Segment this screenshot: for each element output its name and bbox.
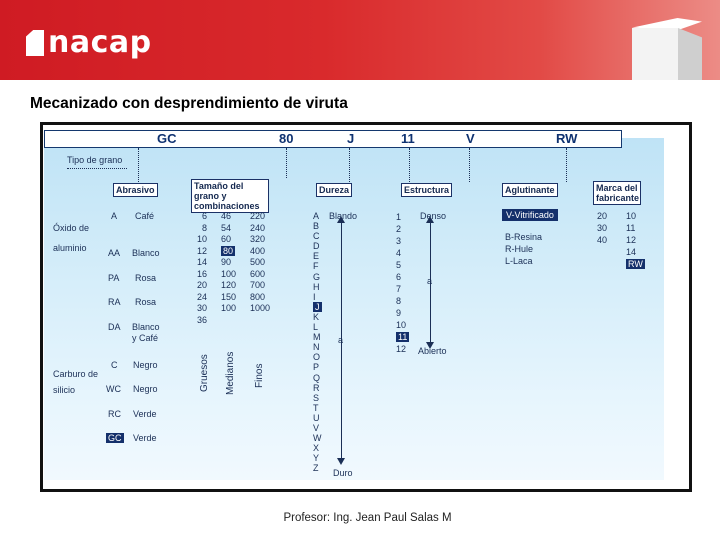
- header-banner: [0, 0, 720, 80]
- dureza-letter: R: [313, 382, 320, 393]
- estructura-number: 9: [396, 308, 402, 318]
- abrasivo-code: A: [111, 211, 118, 221]
- header-estructura: Estructura: [401, 183, 452, 197]
- label-gruesos: Gruesos: [199, 354, 210, 392]
- dureza-letter: X: [313, 443, 320, 454]
- dureza-letter: I: [313, 291, 316, 302]
- header-tamano: Tamaño del grano y combinaciones: [191, 179, 269, 213]
- grain-size-gruesos: 8: [201, 222, 207, 233]
- grain-size-finos: 320: [250, 234, 266, 244]
- dureza-letter: S: [313, 392, 320, 403]
- grain-size-gruesos: 12: [197, 245, 208, 256]
- abrasivo-code: WC: [106, 384, 121, 394]
- header-marca: Marca del fabricante: [593, 181, 641, 205]
- grain-size-gruesos: 20: [197, 280, 208, 290]
- marca-number: 20: [597, 211, 608, 221]
- dureza-letter: K: [313, 311, 320, 322]
- grain-size-finos: 220: [250, 211, 266, 221]
- grain-size-medianos: 54: [221, 222, 232, 233]
- cube-icon: [632, 18, 702, 80]
- estructura-number: 10: [396, 320, 407, 330]
- abrasivo-color: Negro: [133, 384, 158, 394]
- dureza-letter: E: [313, 251, 320, 262]
- dureza-mid-mark: a: [338, 335, 344, 345]
- estructura-number: 7: [396, 284, 402, 294]
- abrasivo-color: Rosa: [135, 273, 157, 283]
- abrasivo-code-selected: GC: [108, 433, 122, 443]
- grain-size-medianos: 150: [221, 291, 237, 302]
- grain-size-medianos: 100: [221, 268, 237, 279]
- estructura-mid-mark: a: [427, 276, 433, 286]
- estructura-number: 12: [396, 344, 407, 354]
- grain-size-medianos: 46: [221, 211, 232, 221]
- abrasivo-color: Blanco y Café: [132, 322, 160, 343]
- header-abrasivo: Abrasivo: [113, 183, 158, 197]
- estructura-number: 11: [398, 332, 408, 342]
- grain-gruesos-column: [197, 211, 207, 326]
- dureza-letter: H: [313, 281, 320, 292]
- grain-size-gruesos: 10: [197, 234, 208, 244]
- code-part-abrasivo: GC: [157, 131, 177, 146]
- grain-size-finos: 1000: [250, 303, 271, 313]
- footer-professor: Profesor: Ing. Jean Paul Salas M: [283, 512, 452, 524]
- estructura-number: 5: [396, 260, 402, 270]
- dureza-letter: B: [313, 221, 320, 232]
- marca-column-2: [626, 210, 645, 270]
- grain-size-finos: 600: [250, 268, 266, 279]
- grain-size-finos: 240: [250, 222, 266, 233]
- dureza-soft-label: Blando: [329, 211, 358, 221]
- abrasivo-code: DA: [108, 322, 121, 332]
- dureza-letter: M: [313, 332, 321, 343]
- aglutinante-selected: V-Vitrificado: [502, 209, 558, 221]
- dureza-letter: D: [313, 241, 320, 252]
- grain-size-finos: 400: [250, 245, 266, 256]
- marca-number: 11: [626, 223, 636, 233]
- inacap-logo: [26, 25, 152, 60]
- grain-medianos-column: [221, 211, 236, 315]
- estructura-dense-label: Denso: [420, 211, 447, 221]
- dureza-letters-column: [313, 211, 322, 473]
- aglutinante-option: R-Hule: [505, 244, 534, 254]
- abrasivo-color: Negro: [133, 360, 158, 370]
- tipo-de-grano-label: Tipo de grano: [67, 155, 123, 165]
- code-part-aglutinante: V: [466, 131, 475, 146]
- abrasivo-code: PA: [108, 273, 120, 283]
- grain-size-gruesos: 16: [197, 268, 208, 279]
- marca-number: 10: [626, 211, 637, 221]
- dureza-letter: F: [313, 261, 319, 272]
- grain-size-medianos: 120: [221, 280, 237, 290]
- estructura-numbers-column: [396, 211, 409, 355]
- marca-number: 40: [597, 235, 608, 245]
- abrasivo-color: Blanco: [132, 248, 160, 258]
- dureza-letter: P: [313, 362, 320, 373]
- designation-code-bar: [44, 130, 622, 148]
- grain-size-medianos: 90: [221, 257, 232, 267]
- grain-size-finos: 500: [250, 257, 266, 267]
- dureza-letter: V: [313, 422, 320, 433]
- dureza-letter: O: [313, 352, 321, 363]
- abrasivo-code: C: [111, 360, 118, 370]
- abrasivo-code: AA: [108, 248, 121, 258]
- dureza-letter: Y: [313, 453, 320, 464]
- estructura-number: 2: [396, 224, 402, 234]
- grain-size-gruesos: 6: [201, 211, 207, 221]
- grain-size-medianos: 60: [221, 234, 232, 244]
- code-part-grano: 80: [279, 131, 294, 146]
- code-part-marca: RW: [556, 131, 578, 146]
- code-part-dureza: J: [347, 131, 355, 146]
- grain-size-finos: 700: [250, 280, 266, 290]
- dureza-letter: Z: [313, 463, 319, 474]
- grain-size-finos: 800: [250, 291, 266, 302]
- estructura-open-label: Abierto: [418, 346, 447, 356]
- code-part-estructura: 11: [401, 131, 415, 146]
- estructura-number: 8: [396, 296, 402, 306]
- estructura-number: 6: [396, 272, 402, 282]
- grain-size-gruesos: 36: [197, 314, 208, 325]
- grain-size-gruesos: 30: [197, 303, 208, 313]
- estructura-number: 3: [396, 236, 402, 246]
- slide-title: Mecanizado con desprendimiento de viruta: [30, 95, 348, 112]
- header-dureza: Dureza: [316, 183, 352, 197]
- marca-number: RW: [628, 259, 643, 269]
- dureza-letter: T: [313, 402, 319, 413]
- label-finos: Finos: [254, 363, 265, 388]
- header-aglutinante: Aglutinante: [502, 183, 558, 197]
- dureza-letter: G: [313, 271, 321, 282]
- abrasivo-code: RC: [108, 409, 121, 419]
- aglutinante-option: B-Resina: [505, 232, 543, 242]
- marca-number: 14: [626, 247, 637, 257]
- marca-column-1: [597, 210, 607, 246]
- logo-text: nacap: [48, 25, 152, 60]
- dureza-letter: Q: [313, 372, 321, 383]
- dureza-letter: W: [313, 433, 322, 444]
- group-oxido-aluminio: Óxido de aluminio: [53, 223, 90, 253]
- grain-size-medianos: 100: [221, 303, 237, 313]
- abrasivo-color: Café: [135, 211, 155, 221]
- dureza-hard-label: Duro: [333, 468, 353, 478]
- dureza-letter: L: [313, 322, 319, 333]
- grain-size-gruesos: 14: [197, 257, 208, 267]
- label-medianos: Medianos: [225, 351, 236, 395]
- marca-number: 12: [626, 235, 637, 245]
- dureza-letter: N: [313, 342, 320, 353]
- grain-finos-column: [250, 211, 270, 315]
- abrasivo-color: Verde: [133, 409, 157, 419]
- dureza-letter: A: [313, 211, 320, 221]
- logo-mark-icon: [26, 30, 44, 56]
- grain-size-gruesos: 24: [197, 291, 208, 302]
- dureza-letter: C: [313, 231, 320, 242]
- group-carburo-silicio: Carburo de silicio: [53, 369, 99, 395]
- dureza-letter: J: [315, 301, 320, 312]
- estructura-number: 1: [396, 212, 402, 222]
- dureza-letter: U: [313, 412, 320, 423]
- abrasivo-code: RA: [108, 297, 121, 307]
- estructura-number: 4: [396, 248, 402, 258]
- aglutinante-option: L-Laca: [505, 256, 533, 266]
- marca-number: 30: [597, 223, 608, 233]
- abrasivo-color: Rosa: [135, 297, 157, 307]
- abrasivo-color: Verde: [133, 433, 157, 443]
- grain-size-medianos: 80: [223, 245, 234, 256]
